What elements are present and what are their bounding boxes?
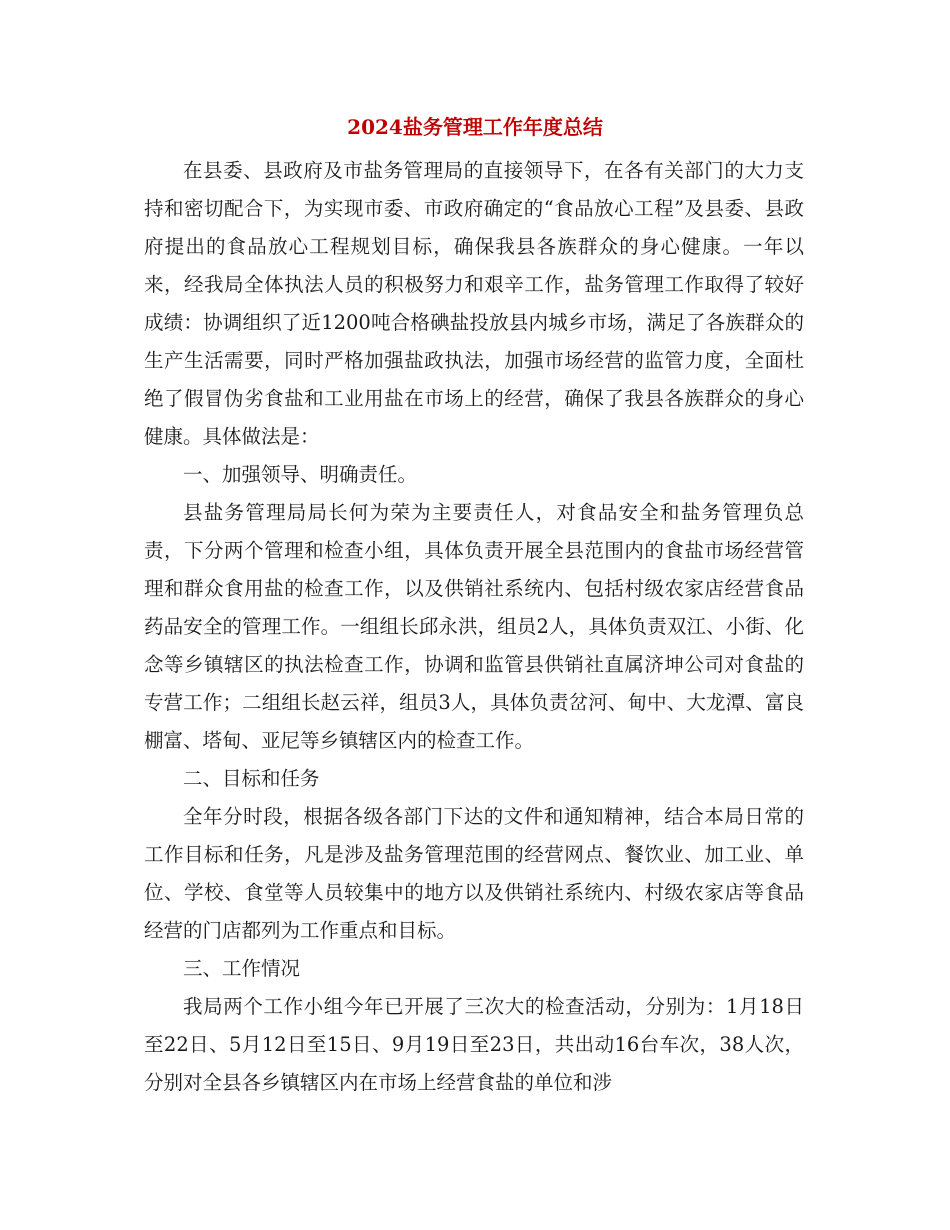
paragraph-goals: 全年分时段，根据各级各部门下达的文件和通知精神，结合本局日常的工作目标和任务，凡是涉及盐务管理范围的经营网点、餐饮业、加工业、单位、学校、食堂等人员较集中的地方以及供销社系统内、村级农家店等食品经营的门店都列为工作重点和目标。 [144,805,804,942]
paragraph-work: 我局两个工作小组今年已开展了三次大的检查活动，分别为：1月18日至22日、5月12日至15日、9月19日至23日，共出动16台车次，38人次，分别对全县各乡镇辖区内在市场上经营食盐的单位和涉 [144,995,804,1094]
section-heading-goals: 二、目标和任务 [183,767,320,790]
document-body [144,152,804,1102]
section-heading-leadership: 一、加强领导、明确责任。 [183,463,418,486]
document-title: 2024盐务管理工作年度总结 [347,115,603,139]
paragraph-intro: 在县委、县政府及市盐务管理局的直接领导下，在各有关部门的大力支持和密切配合下，为实现市委、市政府确定的“食品放心工程”及县委、县政府提出的食品放心工程规划目标，确保我县各族群众的身心健康。一年以来，经我局全体执法人员的积极努力和艰辛工作，盐务管理工作取得了较好成绩：协调组织了近1200吨合格碘盐投放县内城乡市场，满足了各族群众的生产生活需要，同时严格加强盐政执法，加强市场经营的监管力度，全面杜绝了假冒伪劣食盐和工业用盐在市场上的经营，确保了我县各族群众的身心健康。具体做法是： [144,159,804,448]
section-heading-work: 三、工作情况 [183,957,301,980]
paragraph-leadership: 县盐务管理局局长何为荣为主要责任人，对食品安全和盐务管理负总责，下分两个管理和检查小组，具体负责开展全县范围内的食盐市场经营管理和群众食用盐的检查工作，以及供销社系统内、包括村级农家店经营食品药品安全的管理工作。一组组长邱永洪，组员2人，具体负责双江、小街、化念等乡镇辖区的执法检查工作，协调和监管县供销社直属济坤公司对食盐的专营工作；二组组长赵云祥，组员3人，具体负责岔河、甸中、大龙潭、富良棚富、塔甸、亚尼等乡镇辖区内的检查工作。 [144,501,804,752]
